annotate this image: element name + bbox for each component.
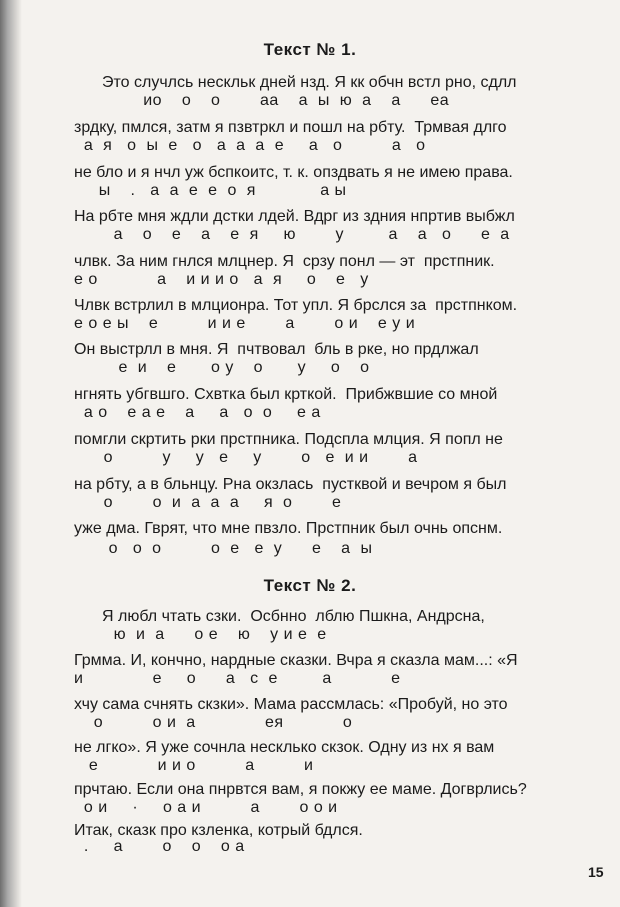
text2-vowels-4: е и и о а и	[74, 757, 314, 774]
text2-vowels-6: . а о о о а	[74, 838, 245, 855]
text2-line-1: Я любл чтать сзки. Осбнно лблю Пшкна, Андрсна,	[102, 608, 485, 625]
text1-title: Текст № 1.	[263, 40, 357, 59]
text1-vowels-7: е и е о у о у о о	[74, 359, 370, 376]
text1-vowels-6: е о е ы е и и е а о и е у и	[74, 315, 416, 332]
text1-vowels-1: ио о о аа а ы ю а а еа	[74, 92, 450, 109]
text2-title: Текст № 2.	[263, 576, 357, 595]
text1-line-2: зрдку, пмлся, затм я пзвтркл и пошл на рбту. Трмвая длго	[74, 119, 507, 136]
text1-vowels-9: о у у е у о е и и а	[74, 449, 418, 466]
page-number: 15	[588, 864, 604, 880]
text1-line-3: не бло и я нчл уж бспкоитс, т. к. опздвать я не имею права.	[74, 164, 513, 181]
text2-vowels-5: о и · о а и а о о и	[74, 799, 338, 816]
text1-line-7: Он выстрлл в мня. Я пчтвовал бль в рке, но прдлжал	[74, 341, 479, 358]
text1-vowels-5: е о а и и и о а я о е у	[74, 271, 369, 288]
text1-line-1: Это случлсь нескльк дней нзд. Я кк обчн встл рно, сдлл	[102, 74, 517, 91]
text1-vowels-3: ы . а а е е о я а ы	[74, 182, 347, 199]
text1-vowels-2: а я о ы е о а а а е а о а о	[74, 137, 426, 154]
text1-vowels-10: о о и а а а я о е	[74, 494, 342, 511]
text2-line-6: Итак, сказк про кзленка, котрый бдлся.	[74, 822, 363, 839]
text2-line-2: Грмма. И, кончно, нардные сказки. Вчра я сказла мам...: «Я	[74, 652, 518, 669]
text1-vowels-4: а о е а е я ю у а а о е а	[74, 226, 510, 243]
text1-line-8: нгнять убгвшго. Схвтка был крткой. Прибжвшие со мной	[74, 386, 498, 403]
text1-line-6: Члвк встрлил в млционра. Тот упл. Я брслся за прстпнком.	[74, 297, 518, 314]
text1-line-10: на рбту, а в бльнцу. Рна окзлась пустквой и вечром я был	[74, 476, 507, 493]
text1-vowels-11: о о о о е е у е а ы	[74, 540, 373, 557]
text1-line-5: члвк. За ним гнлся млцнер. Я срзу понл — эт прстпник.	[74, 253, 495, 270]
text2-vowels-2: и е о а с е а е	[74, 670, 401, 687]
text2-line-3: хчу сама счнять скзки». Мама рассмлась: «Пробуй, но это	[74, 696, 508, 713]
text1-line-11: уже дма. Гврят, что мне пвзло. Прстпник был очнь опснм.	[74, 520, 503, 537]
text1-line-9: помгли скртить рки прстпника. Подспла млция. Я попл не	[74, 431, 503, 448]
text2-vowels-3: о о и а ея о	[74, 714, 353, 731]
text2-line-4: не лгко». Я уже сочнла несклько скзок. Одну из нх я вам	[74, 739, 495, 756]
text1-vowels-8: а о е а е а а о о е а	[74, 404, 321, 421]
text1-line-4: На рбте мня ждли дстки лдей. Вдрг из здния нпртив выбжл	[74, 208, 515, 225]
text2-vowels-1: ю и а о е ю у и е е	[74, 626, 327, 643]
text2-line-5: прчтаю. Если она пнрвтся вам, я покжу ее маме. Догврлись?	[74, 781, 527, 798]
